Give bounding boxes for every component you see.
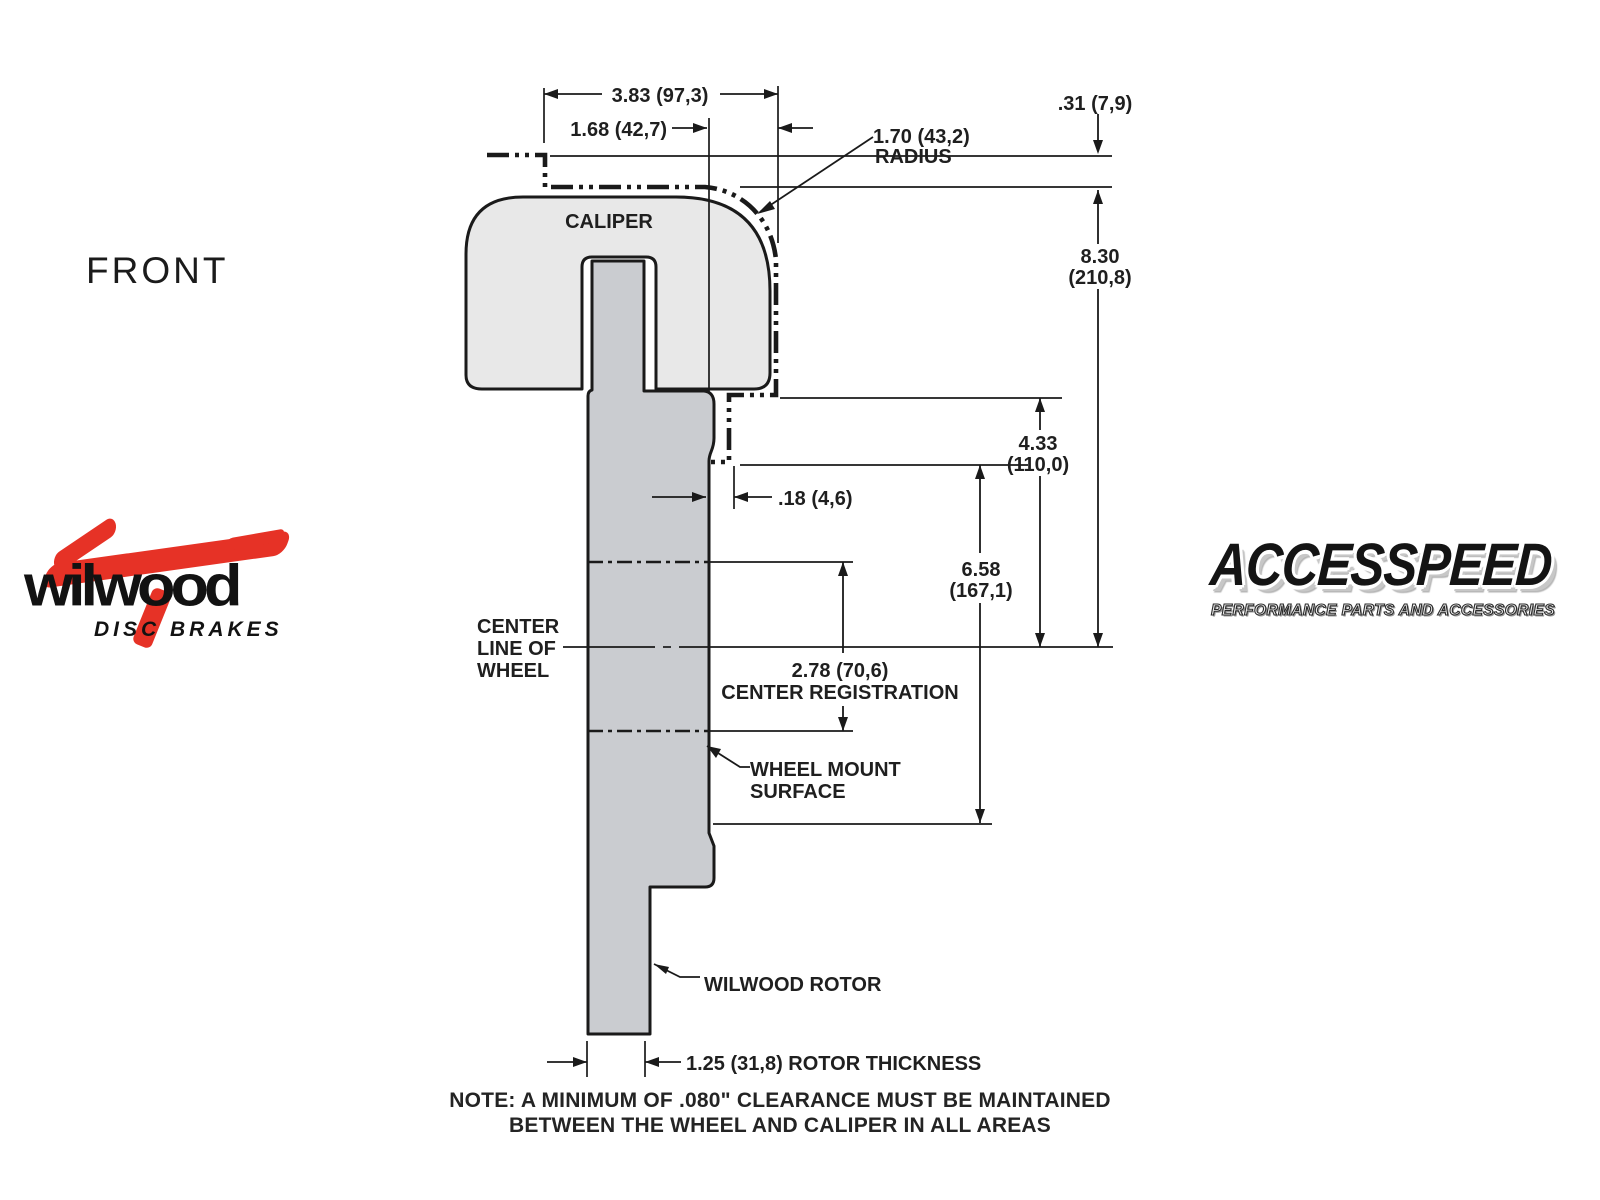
accesspeed-logo (1193, 530, 1573, 642)
clearance-note (430, 1088, 1130, 1138)
wilwood-tagline: DISC BRAKES (94, 618, 283, 641)
dim-wheel-lip: .31 (7,9) (1057, 93, 1133, 115)
center-line-label-2: LINE OF (477, 638, 556, 660)
dim-center-registration-label: CENTER REGISTRATION (721, 682, 959, 704)
wilwood-logo (14, 534, 319, 652)
dim-caliper-width: 3.83 (97,3) (611, 85, 709, 107)
dim-center-registration-value: 2.78 (70,6) (791, 660, 889, 682)
accesspeed-wordmark: ACCESSPEED (1208, 531, 1554, 599)
dim-clearance: .18 (4,6) (778, 488, 853, 510)
dim-rotor-thickness: 1.25 (31,8) ROTOR THICKNESS (686, 1053, 982, 1075)
dim-overall-height-mm: (210,8) (1068, 267, 1132, 289)
dim-hat-depth-in: 6.58 (961, 559, 1001, 581)
wheel-mount-label-1: WHEEL MOUNT (750, 759, 901, 781)
accesspeed-tagline: PERFORMANCE PARTS AND ACCESSORIES (1211, 602, 1555, 619)
wilwood-wordmark: wilwood (24, 553, 238, 619)
center-line-label-1: CENTER (477, 616, 560, 638)
dim-radius-value: 1.70 (43,2) (873, 126, 970, 148)
dim-hat-depth-mm: (167,1) (949, 580, 1013, 602)
dim-radius-word: RADIUS (875, 146, 952, 168)
dim-overall-height-in: 8.30 (1080, 246, 1120, 268)
dim-caliper-to-center-mm: (110,0) (1006, 454, 1070, 476)
center-line-label-3: WHEEL (477, 660, 550, 682)
clearance-note-line2: BETWEEN THE WHEEL AND CALIPER IN ALL AREAS (509, 1114, 1051, 1137)
front-view-label: FRONT (86, 250, 229, 291)
wilwood-rotor-label: WILWOOD ROTOR (704, 974, 882, 996)
clearance-note-line1: NOTE: A MINIMUM OF .080" CLEARANCE MUST BE MAINTAINED (449, 1089, 1111, 1112)
wheel-mount-label-2: SURFACE (750, 781, 846, 803)
dim-caliper-width-inner: 1.68 (42,7) (570, 119, 667, 141)
dim-caliper-to-center-in: 4.33 (1018, 433, 1058, 455)
caliper-label: CALIPER (565, 211, 653, 233)
